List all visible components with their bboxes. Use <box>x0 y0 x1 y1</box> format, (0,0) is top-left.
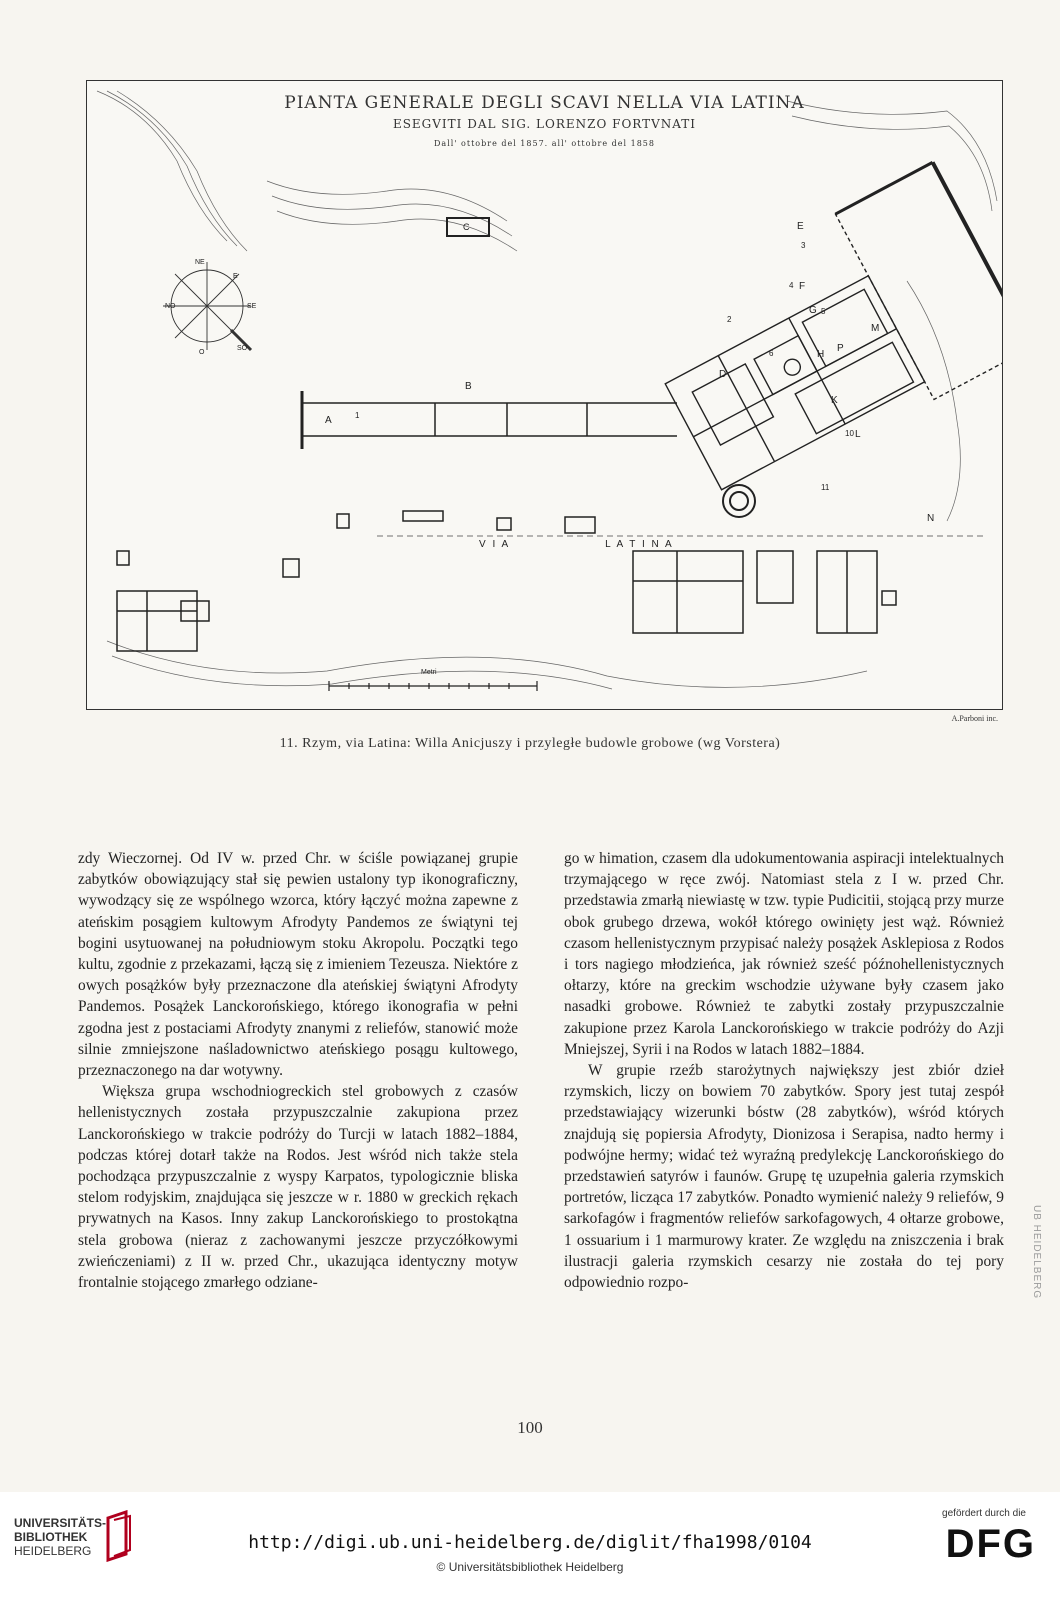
plan-label-m: M <box>871 323 880 334</box>
plan-number-4: 4 <box>789 281 794 290</box>
plan-title: PIANTA GENERALE DEGLI SCAVI NELLA VIA LATINA <box>284 93 805 113</box>
paragraph: Większa grupa wschodniogreckich stel grobowych z czasów hellenistycznych została przypuszczalnie zakupiona przez Lanckorońskiego w trakcie podróży do Turcji w latach 1882–1884, podczas której dotarł także na Rodos. Jest wśród nich także stela pochodząca przypuszczalnie z wyspy Karpatos, typologicznie bliska stelom rodyjskim, znajdująca się jeszcze w r. 1880 w greckich rękach prywatnych na Kasos. Inny zakup Lanckorońskiego to prostokątna stela grobowa (nieraz z zachowanymi jeszcze przyczółkowymi zwieńczeniami) z II w. przed Chr., ukazująca identyczny motyw frontalnie stojącego zmarłego odziane- <box>78 1083 518 1292</box>
copyright-notice: © Universitätsbibliothek Heidelberg <box>436 1560 624 1574</box>
compass-se: SE <box>247 303 257 310</box>
dfg-logo: DFG <box>945 1522 1036 1566</box>
circular-tomb <box>723 485 755 517</box>
plan-label-e: E <box>797 221 804 232</box>
digitization-footer <box>0 1492 1060 1608</box>
plan-figure <box>86 80 1003 723</box>
plan-number-11: 11 <box>821 483 830 492</box>
text-column-left <box>78 848 518 1293</box>
plan-label-a: A <box>325 415 332 426</box>
page-number: 100 <box>517 1418 543 1437</box>
plan-number-6: 6 <box>769 349 774 358</box>
plan-number-10: 10 <box>845 429 854 438</box>
scale-label: Metri <box>421 669 437 676</box>
scale-bar <box>329 681 537 691</box>
plan-label-d: D <box>719 369 727 380</box>
plan-label-c: C <box>463 222 470 232</box>
plan-subtitle: ESEGVITI DAL SIG. LORENZO FORTVNATI <box>392 117 697 131</box>
plan-label-h: H <box>817 349 825 360</box>
figure-caption: 11. Rzym, via Latina: Willa Anicjuszy i przyległe budowle grobowe (wg Vorstera) <box>279 736 781 751</box>
plan-label-f: F <box>799 281 806 292</box>
plan-number-2: 2 <box>727 315 732 324</box>
compass-o: O <box>199 349 205 356</box>
paragraph: go w himation, czasem dla udokumentowania aspiracji intelektualnych trzymającego w ręce zwój. Natomiast stela z I w. przed Chr. przedstawia zmarłą niewiastę w tzw. typie Pudicitii, stojącą przy murze obok grubego drzewa, wokół którego owinięty jest wąż. Również czasom hellenistycznym przypisać należy posążek Asklepiosa z Rodos i tors nagiego młodzieńca, jak również sześć późnohellenistycznych ołtarzy, które na greckim wschodzie używane były czasem jako nasadki grobowe. Również te zabytki zostały przypuszczalnie zakupione przez Karola Lanckorońskiego w trakcie podróży do Azji Mniejszej, Syrii i na Rodos w latach 1882–1884. <box>564 850 1004 1058</box>
library-stamp: UB HEIDELBERG <box>1031 1205 1042 1300</box>
tombs-along-road <box>117 511 896 651</box>
plan-label-b: B <box>465 381 472 392</box>
funding-note: gefördert durch die <box>942 1508 1026 1519</box>
plan-label-k: K <box>831 395 838 406</box>
plan-label-n: N <box>927 513 935 524</box>
library-name-line2: BIBLIOTHEK <box>14 1530 88 1544</box>
engraver-credit: A.Parboni inc. <box>951 714 998 723</box>
plan-label-p: P <box>837 343 844 354</box>
villa-complex <box>632 162 1002 507</box>
plan-dates: Dall' ottobre del 1857. all' ottobre del 1858 <box>434 139 655 148</box>
road-label: V I A L A T I N A <box>479 539 674 550</box>
text-column-right <box>564 848 1004 1293</box>
library-name-line3: HEIDELBERG <box>14 1544 92 1558</box>
terrain-hatching <box>97 91 997 689</box>
plan-number-1: 1 <box>355 411 360 420</box>
plan-label-l: L <box>855 429 861 440</box>
compass-e: E <box>233 273 238 280</box>
compass-no: NO <box>165 303 176 310</box>
paragraph: zdy Wieczornej. Od IV w. przed Chr. w ściśle powiązanej grupie zabytków obowiązujący stał się pewien ustalony typ ikonograficzny, wywodzący się ze wspólnego wzorca, który łączyć można zapewne z ateńskim posągiem kultowym Afrodyty Pandemos ze świątyni tej bogini usytuowanej na południowym stoku Akropolu. Początki tego kultu, zgodnie z przekazami, łączą się z imieniem Tezeusza. Niektóre z owych posążków były przeznaczone dla ateńskiej świątyni Afrodyty Pandemos. Posążek Lanckorońskiego, którego ikonografia w pełni zgodna jest z postaciami Afrodyty znanymi z reliefów, stanowić może silnie zmniejszone naśladownictwo ateńskiego posągu kultowego, przeznaczonego na dar wotywny. <box>78 850 518 1080</box>
long-corridor <box>302 391 677 449</box>
plan-number-3: 3 <box>801 241 806 250</box>
plan-label-g: G <box>809 305 817 316</box>
compass-so: SO <box>237 345 248 352</box>
compass-ne: NE <box>195 259 205 266</box>
library-name-line1: UNIVERSITÄTS- <box>14 1516 107 1530</box>
excavation-plan-drawing <box>87 81 1002 709</box>
paragraph: W grupie rzeźb starożytnych największy jest zbiór dzieł rzymskich, liczy on bowiem 70 zabytków. Spory jest tutaj zespół przedstawiający wizerunki bóstw (28 zabytków), wśród których znajdują się popiersia Afrodyty, Dionizosa i Serapisa, nadto hermy i podwójne hermy; widać też wyraźną predylekcję Lanckorońskiego do przedstawień satyrów i faunów. Grupę tę uzupełnia galeria rzymskich portretów, licząca 17 zabytków. Ponadto wymienić należy 9 reliefów, 9 sarkofagów i fragmentów reliefów sarkofagowych, 4 ołtarze grobowe, 1 ossuarium i 1 marmurowy krater. Ze względu na zniszczenia i brak ilustracji galeria rzymskich cesarzy nie została do tej pory odpowiednio rozpo- <box>564 1062 1004 1292</box>
permalink-url[interactable]: http://digi.ub.uni-heidelberg.de/diglit/fha1998/0104 <box>248 1532 812 1553</box>
plan-number-5: 5 <box>821 307 826 316</box>
